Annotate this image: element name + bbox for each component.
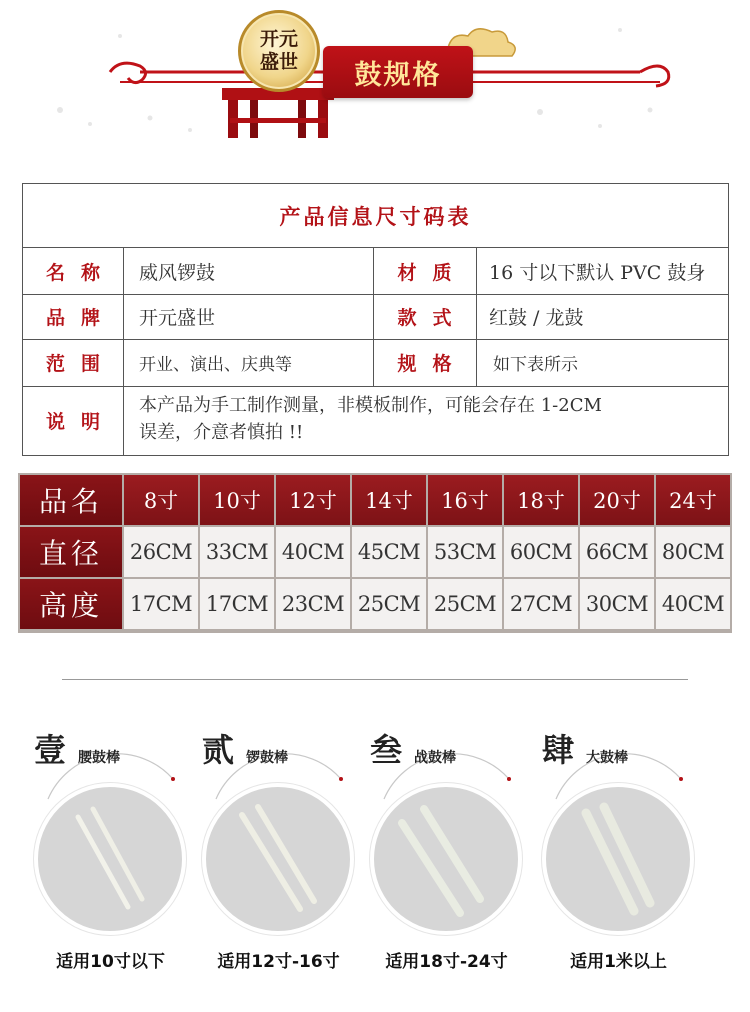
drumstick-image [206,787,350,931]
drumstick-image [38,787,182,931]
section-banner: 鼓规格 [323,46,473,98]
size-cell: 80CM [656,527,730,577]
stick-caption: 适用1米以上 [570,952,667,972]
size-row-label-diameter: 直径 [20,527,122,577]
size-cell: 23CM [276,579,350,629]
size-header-24: 24寸 [656,475,730,525]
label-name: 名称 [45,261,116,284]
stick-card-large [536,715,701,975]
header [0,0,750,150]
size-header-8: 8寸 [124,475,198,525]
drumstick-image [374,787,518,931]
stick-photo [542,783,694,935]
label-scope: 范围 [45,353,116,375]
note-text [139,392,724,446]
grid-line [23,386,728,387]
stick-caption: 适用10寸以下 [56,952,165,972]
size-cell: 45CM [352,527,426,577]
label-spec: 规格 [397,353,468,375]
size-header-12: 12寸 [276,475,350,525]
stick-numeral: 肆 [542,731,575,769]
label-style: 款式 [397,307,468,329]
stick-name: 战鼓棒 [414,750,456,766]
stick-photo [202,783,354,935]
label-note: 说明 [45,411,116,433]
grid-line [476,248,477,386]
size-header-20: 20寸 [580,475,654,525]
drumstick-image [546,787,690,931]
size-row-label-height: 高度 [20,579,122,629]
size-header-14: 14寸 [352,475,426,525]
size-cell: 30CM [580,579,654,629]
brand-line2: 盛世 [259,51,298,73]
stick-card-war [364,715,529,975]
stick-photo [34,783,186,935]
label-brand: 品牌 [45,307,116,329]
stick-name: 锣鼓棒 [246,750,288,766]
grid-line [123,248,124,455]
size-header-10: 10寸 [200,475,274,525]
stick-numeral: 壹 [34,731,67,769]
size-cell: 17CM [200,579,274,629]
size-cell: 17CM [124,579,198,629]
value-style: 红鼓 / 龙鼓 [489,307,584,329]
value-spec: 如下表所示 [493,355,578,375]
value-brand: 开元盛世 [139,307,216,329]
size-cell: 26CM [124,527,198,577]
stick-numeral: 叁 [370,731,403,769]
value-scope: 开业、演出、庆典等 [139,355,292,375]
section-divider [62,679,688,680]
size-chart [18,473,732,633]
stick-card-gong [196,715,361,975]
size-header-18: 18寸 [504,475,578,525]
size-cell: 25CM [352,579,426,629]
note-line2: 误差，介意者慎拍 !! [139,422,304,443]
value-name: 威风锣鼓 [139,261,216,284]
size-cell: 60CM [504,527,578,577]
value-material: 16 寸以下默认 PVC 鼓身 [489,261,706,284]
stick-photo [370,783,522,935]
size-cell: 27CM [504,579,578,629]
size-cell: 66CM [580,527,654,577]
size-cell: 25CM [428,579,502,629]
size-cell: 40CM [656,579,730,629]
info-table-title: 产品信息尺寸码表 [23,184,728,248]
stick-caption: 适用12寸-16寸 [217,952,340,972]
note-line1: 本产品为手工制作测量，非模板制作，可能会存在 1-2CM [139,395,602,416]
size-cell: 33CM [200,527,274,577]
label-material: 材质 [397,261,468,284]
stick-caption: 适用18寸-24寸 [385,952,508,972]
brand-line1: 开元 [259,28,298,50]
stick-name: 腰鼓棒 [78,750,120,766]
stick-name: 大鼓棒 [586,750,628,766]
info-table [22,183,729,456]
size-cell: 40CM [276,527,350,577]
stick-numeral: 贰 [202,731,235,769]
stick-card-waist [28,715,193,975]
size-corner-label: 品名 [20,475,122,525]
size-header-16: 16寸 [428,475,502,525]
brand-badge [238,10,320,92]
size-cell: 53CM [428,527,502,577]
